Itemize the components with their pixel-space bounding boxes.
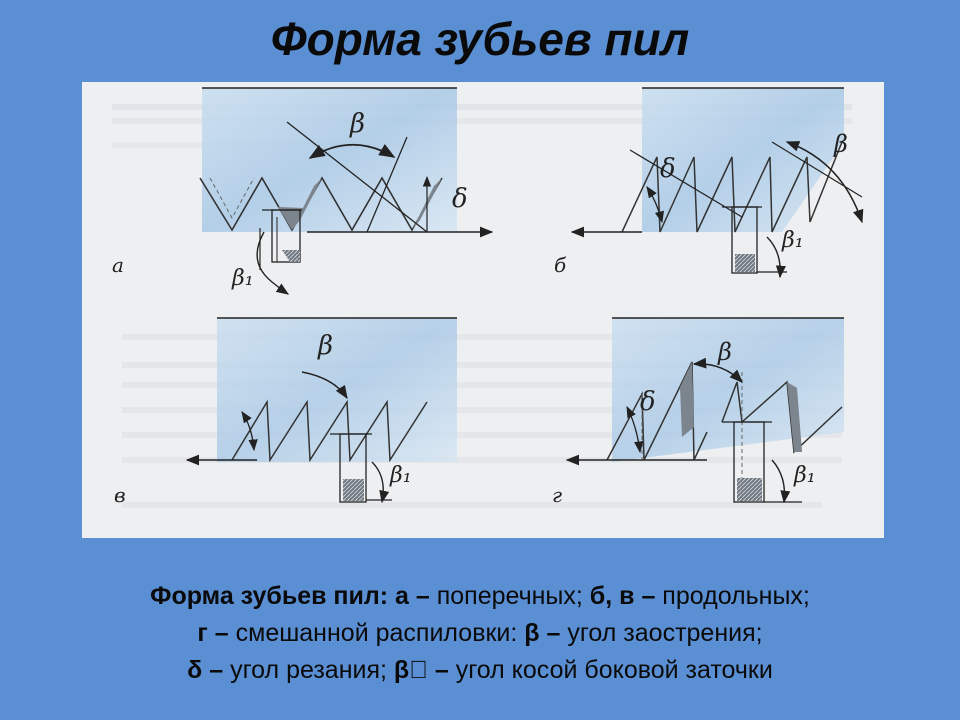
caption-term-beta: β –	[524, 619, 561, 647]
caption-line-2	[0, 615, 960, 652]
caption-line-1	[0, 578, 960, 615]
caption-term-a: Форма зубьев пил: а –	[150, 582, 430, 610]
panel-g-delta-label: δ	[640, 387, 656, 417]
slide-title: Форма зубьев пил	[270, 13, 690, 65]
panel-b-delta-label: δ	[660, 154, 676, 184]
panel-g-letter: г	[552, 483, 563, 507]
caption-text-beta1: угол косой боковой заточки	[448, 656, 773, 684]
saw-teeth-figure	[82, 82, 884, 538]
caption-term-beta1: β⃞ –	[393, 656, 449, 684]
caption-term-bv: б, в –	[589, 582, 656, 610]
caption-text-delta: угол резания;	[223, 656, 394, 684]
caption-line-3	[0, 652, 960, 689]
caption-text-a: поперечных;	[429, 582, 590, 610]
panel-v-beta-label: β	[318, 331, 334, 361]
caption-text-beta: угол заострения;	[560, 619, 763, 647]
panel-g-beta1-label: β₁	[794, 463, 816, 488]
panel-a-beta1-label: β₁	[232, 266, 254, 291]
panel-b-beta1-label: β₁	[782, 228, 804, 253]
panel-a-beta-label: β	[350, 109, 366, 139]
figure-caption	[0, 578, 960, 689]
caption-text-g: смешанной распиловки:	[228, 619, 525, 647]
panel-b-beta-label: β	[834, 130, 848, 158]
panel-b-letter: б	[554, 253, 567, 277]
panel-v-letter: в	[114, 483, 126, 507]
panel-a-letter: а	[112, 253, 124, 277]
panel-v-beta1-label: β₁	[390, 463, 412, 488]
caption-term-delta: δ –	[187, 656, 224, 684]
caption-term-g: г –	[197, 619, 229, 647]
saw-teeth-diagram	[82, 82, 884, 538]
panel-b-rip-teeth	[554, 88, 862, 277]
panel-g-beta-label: β	[718, 338, 732, 366]
caption-text-bv: продольных;	[655, 582, 810, 610]
panel-a-delta-label: δ	[452, 184, 468, 214]
